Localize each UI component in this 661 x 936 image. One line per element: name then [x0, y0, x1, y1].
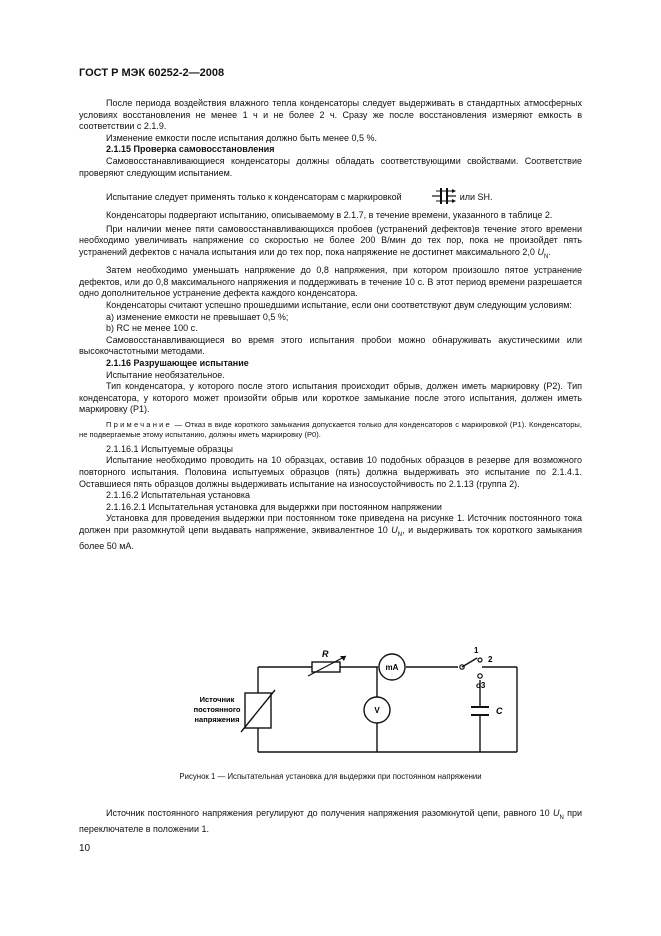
source-label: постоянного [193, 705, 241, 714]
list-item: а) изменение емкости не превышает 0,5 %; [106, 311, 289, 322]
switch-position-label: 1 [474, 646, 479, 655]
self-healing-capacitor-mark-icon [404, 186, 457, 210]
figure-caption: Рисунок 1 — Испытательная установка для выдержки при постоянном напряжении [179, 772, 482, 781]
resistor-label: R [322, 649, 329, 659]
paragraph: Испытание необходимо проводить на 10 образцах, оставив 10 подобных образцов в резерве для возможного повторного испытания. Половина испытуемых образцов (пять) должна выдерживать это испытание по 2.1.4.1. Оставшиеся пять образцов должны выдерживать испытание на износоустойчивость по 2.1.13 (группа 2). [79, 455, 582, 489]
switch-position-label: 2 [488, 655, 493, 664]
voltmeter-label: V [374, 706, 380, 715]
subsection-heading: 2.1.16.1 Испытуемые образцы [106, 443, 233, 454]
page-number: 10 [79, 843, 91, 854]
note: Примечание — Отказ в виде короткого замыкания допускается только для конденсаторов с маркировкой (Р1). Конденсаторы, не подвергаемые этому испытанию, должны иметь маркировку (Р0). [79, 419, 582, 439]
paragraph: Испытание необязательное. [106, 369, 225, 380]
paragraph-text: или SH. [459, 192, 493, 203]
paragraph: Тип конденсатора, у которого после этого испытания происходит обрыв, должен иметь маркировку (Р2). Тип конденсатора, у которого может произойти обрыв или короткое замыкание после этого испытания, должен иметь маркировку (Р1). [79, 381, 582, 415]
paragraph: Конденсаторы считают успешно прошедшими испытание, если они соответствуют двум следующим условиям: [106, 299, 572, 310]
paragraph: Самовосстанавливающиеся конденсаторы должны обладать соответствующими свойствами. Соответствие проверяют следующим испытанием. [79, 155, 582, 178]
paragraph: Затем необходимо уменьшать напряжение до 0,8 напряжения, при котором произошло пятое устранение дефектов, или до 0,8 максимального напряжения и поддерживать в течение 10 с. В этот период времени разрешается одно дополнительное устранение дефекта каждого конденсатора. [79, 265, 582, 299]
test-circuit-diagram [150, 640, 530, 765]
section-heading: 2.1.16 Разрушающее испытание [106, 357, 249, 368]
paragraph: При наличии менее пяти самовосстанавливающихся пробоев (устранений дефектов)в течение этого времени необходимо увеличивать напряжение со скоростью не более 200 В/мин до тех пор, пока не произойдет пять устранений дефектов с начала испытания или до тех пор, пока напряжение не достигнет максимального 2,0 $U_N$. [79, 223, 582, 260]
text-block-3 [79, 808, 582, 836]
switch-position-label: o3 [476, 681, 486, 690]
text-block-1 [79, 98, 582, 179]
text-block-2 [79, 210, 582, 553]
paragraph: Установка для проведения выдержки при постоянном токе приведена на рисунке 1. Источник постоянного тока должен при разомкнутой цепи выдавать напряжение, эквивалентное 10 $U_N$, и выдерживать ток короткого замыкания более 50 мА. [79, 513, 582, 552]
switch-symbol [462, 658, 477, 667]
paragraph: После периода воздействия влажного тепла конденсаторы следует выдерживать в стандартных атмосферных условиях восстановления не менее 1 ч и не более 2 ч. Сразу же после восстановления измеряют емкость в соответствии с 2.1.9. [79, 98, 582, 132]
capacitor-label: C [496, 706, 503, 716]
paragraph: Изменение емкости после испытания должно быть менее 0,5 %. [106, 132, 377, 143]
document-header: ГОСТ Р МЭК 60252-2—2008 [79, 67, 225, 79]
source-label: напряжения [194, 715, 240, 724]
paragraph-text: Испытание следует применять только к конденсаторам с маркировкой [106, 192, 402, 203]
section-heading: 2.1.15 Проверка самовосстановления [106, 144, 275, 155]
subsection-heading: 2.1.16.2.1 Испытательная установка для выдержки при постоянном напряжении [106, 501, 442, 512]
marking-paragraph [79, 186, 582, 210]
ammeter-label: mA [385, 663, 399, 672]
paragraph: Самовосстанавливающиеся во время этого испытания пробои можно обнаруживать акустическими или высокочастотными методами. [79, 334, 582, 357]
list-item: b) RC не менее 100 с. [106, 323, 198, 334]
paragraph: Конденсаторы подвергают испытанию, описываемому в 2.1.7, в течение времени, указанного в таблице 2. [106, 210, 553, 220]
subsection-heading: 2.1.16.2 Испытательная установка [106, 490, 251, 501]
source-label: Источник [199, 695, 235, 704]
paragraph: Источник постоянного напряжения регулируют до получения напряжения разомкнутой цепи, равного 10 $U_N$ при переключателе в положении 1. [79, 808, 582, 835]
